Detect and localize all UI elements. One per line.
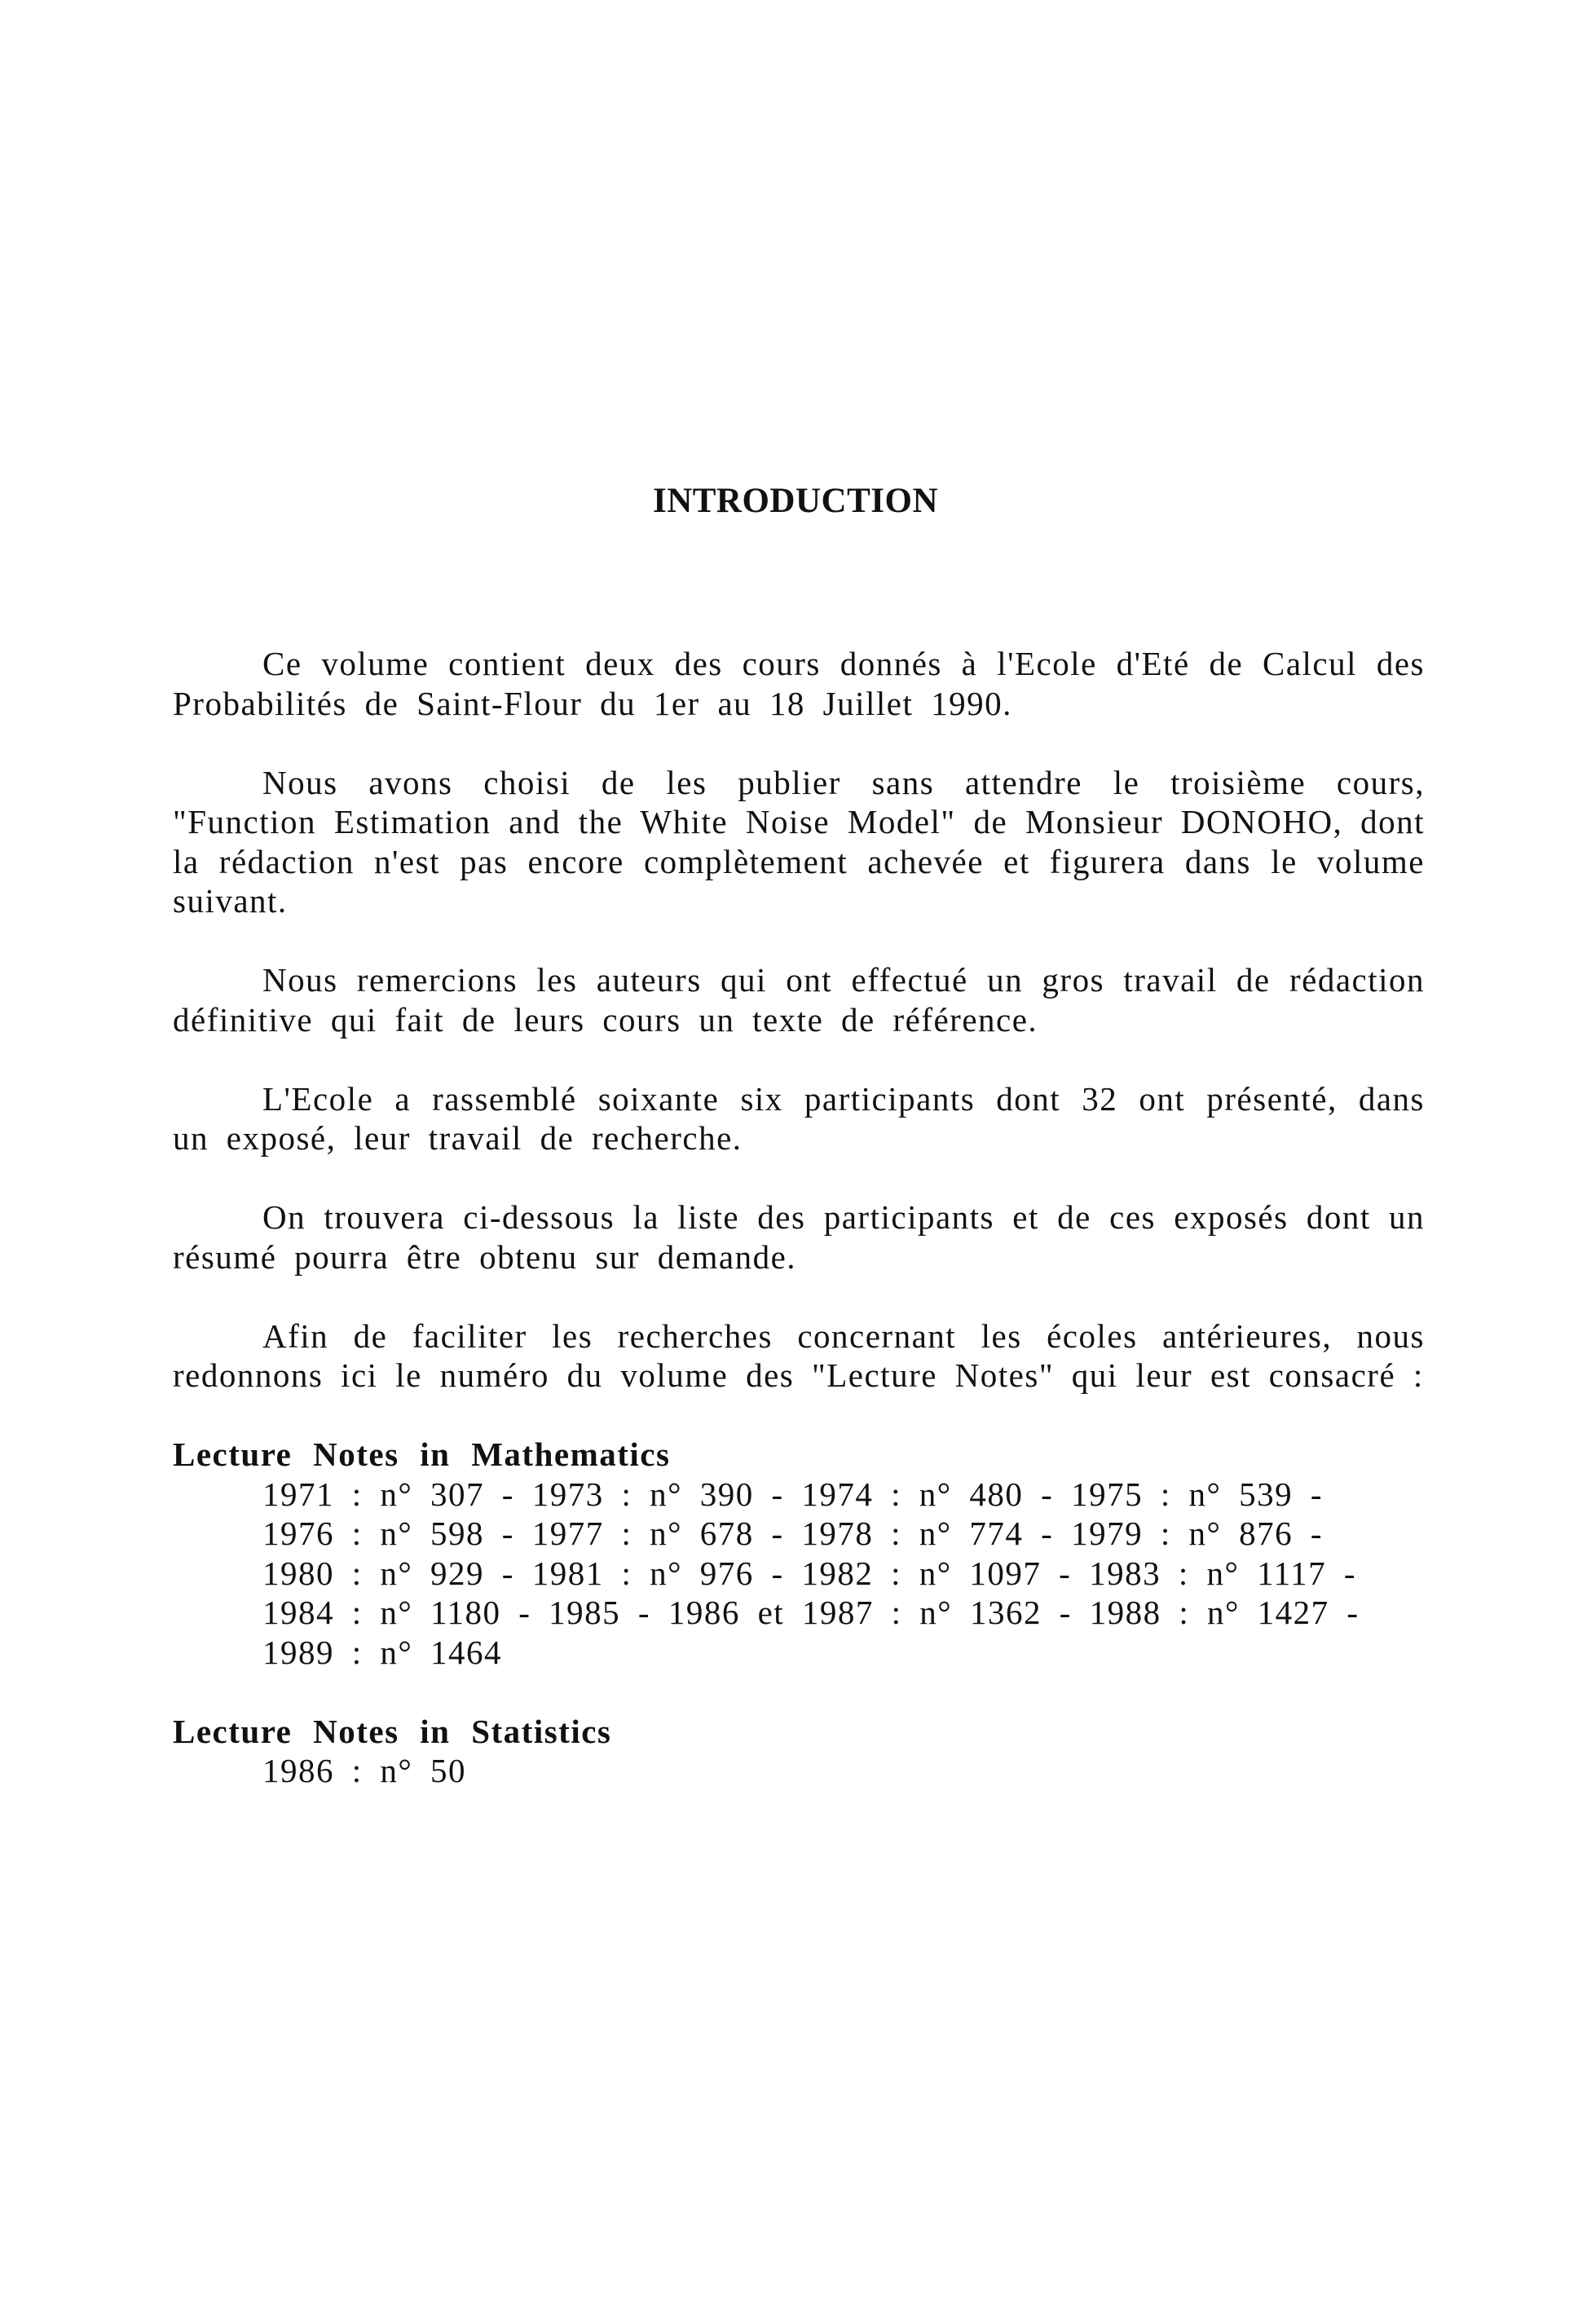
paragraph: Ce volume contient deux des cours donnés à l'Ecole d'Eté de Calcul des Probabilités de Saint-Flour du 1er au 18 Juillet 1990. — [173, 645, 1425, 722]
series-statistics — [173, 1712, 1425, 1791]
volume-list-line: 1984 : n° 1180 - 1985 - 1986 et 1987 : n° 1362 - 1988 : n° 1427 - — [262, 1594, 1360, 1631]
volume-list-line: 1989 : n° 1464 — [262, 1633, 503, 1671]
paragraph: On trouvera ci-dessous la liste des participants et de ces exposés dont un résumé pourra être obtenu sur demande. — [173, 1198, 1425, 1276]
series-heading: Lecture Notes in Mathematics — [173, 1435, 671, 1473]
paragraph: Nous avons choisi de les publier sans attendre le troisième cours, "Function Estimation and the White Noise Model" de Monsieur DONOHO, dont la rédaction n'est pas encore complètement achevée et figurera dans le volume suivant. — [173, 763, 1425, 919]
series-mathematics — [173, 1435, 1425, 1672]
body-text — [173, 644, 1425, 1830]
paragraph: Nous remercions les auteurs qui ont effectué un gros travail de rédaction définitive qui fait de leurs cours un texte de référence. — [173, 961, 1425, 1039]
paragraph: L'Ecole a rassemblé soixante six participants dont 32 ont présenté, dans un exposé, leur travail de recherche. — [173, 1079, 1425, 1157]
page-title: INTRODUCTION — [652, 482, 939, 520]
paragraph: Afin de faciliter les recherches concernant les écoles antérieures, nous redonnons ici le numéro du volume des "Lecture Notes" qui leur est consacré : — [173, 1316, 1425, 1394]
volume-list-line: 1986 : n° 50 — [262, 1752, 467, 1789]
volume-list-line: 1980 : n° 929 - 1981 : n° 976 - 1982 : n° 1097 - 1983 : n° 1117 - — [262, 1554, 1356, 1592]
series-heading: Lecture Notes in Statistics — [173, 1712, 612, 1750]
volume-list-line: 1976 : n° 598 - 1977 : n° 678 - 1978 : n° 774 - 1979 : n° 876 - — [262, 1515, 1324, 1552]
volume-list-line: 1971 : n° 307 - 1973 : n° 390 - 1974 : n° 480 - 1975 : n° 539 - — [262, 1475, 1324, 1513]
